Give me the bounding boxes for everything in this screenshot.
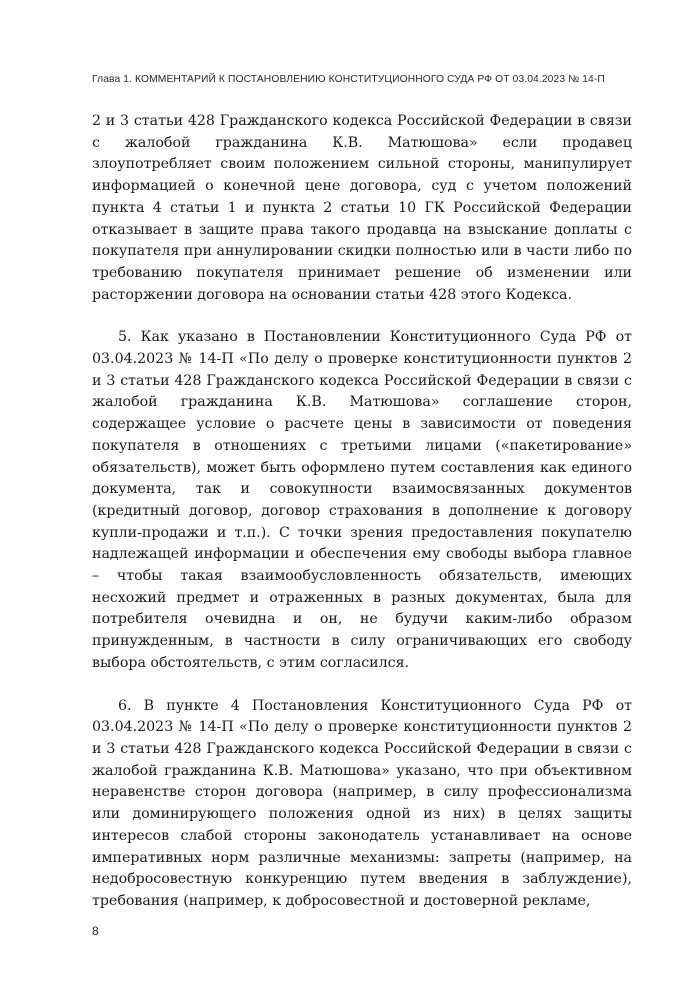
- running-header: Глава 1. КОММЕНТАРИЙ К ПОСТАНОВЛЕНИЮ КОНСТИТУЦИОННОГО СУДА РФ ОТ 03.04.2023 № 14-П: [92, 74, 605, 85]
- page-number: 8: [92, 924, 99, 938]
- paragraph-5: 5. Как указано в Постановлении Конституционного Суда РФ от 03.04.2023 № 14-П «По делу о проверке конституционности пунктов 2 и 3 статьи 428 Гражданского кодекса Российской Федерации в связи с жалобой гражданина К.В. Матюшова» соглашение сторон, содержащее условие о расчете цены в зависимости от поведения покупателя в отношениях с третьими лицами («пакетирование» обязательств), может быть оформлено путем составления как единого документа, так и совокупности взаимосвязанных документов (кредитный договор, договор страхования в дополнение к договору купли-продажи и т.п.). С точки зрения предоставления покупателю надлежащей информации и обеспечения ему свободы выбора главное – чтобы такая взаимообусловленность обязательств, имеющих несхожий предмет и отраженных в разных документах, была для потребителя очевидна и он, не будучи каким-либо образом принужденным, в частности в силу ограничивающих его свободу выбора обстоятельств, с этим согласился.: [92, 329, 632, 671]
- paragraph-6: 6. В пункте 4 Постановления Конституционного Суда РФ от 03.04.2023 № 14-П «По делу о проверке конституционности пунктов 2 и 3 статьи 428 Гражданского кодекса Российской Федерации в связи с жалобой гражданина К.В. Матюшова» указано, что при объективном неравенстве сторон договора (например, в силу профессионализма или доминирующего положения одной из них) в целях защиты интересов слабой стороны законодатель устанавливает на основе императивных норм различные механизмы: запреты (например, на недобросовестную конкуренцию путем введения в заблуждение), требования (например, к добросовестной и достоверной рекламе,: [92, 697, 632, 909]
- paragraph-continuation: 2 и 3 статьи 428 Гражданского кодекса Российской Федерации в связи с жалобой гражданина К.В. Матюшова» если продавец злоупотребляет своим положением сильной стороны, манипулирует информацией о конечной цене договора, суд с учетом положений пункта 4 статьи 1 и пункта 2 статьи 10 ГК Российской Федерации отказывает в защите права такого продавца на взыскание доплаты с покупателя при аннулировании скидки полностью или в части либо по требованию покупателя принимает решение об изменении или расторжении договора на основании статьи 428 этого Кодекса.: [92, 113, 632, 303]
- body-text: [92, 111, 632, 913]
